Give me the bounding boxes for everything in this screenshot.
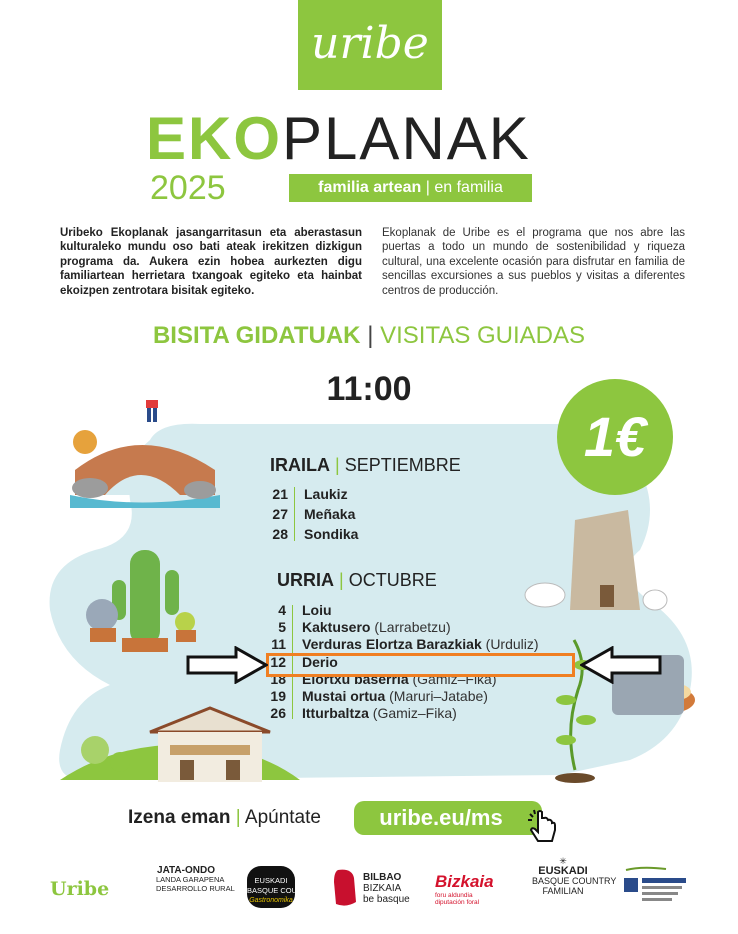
visit-row: [268, 688, 568, 705]
euskadi-star-icon: ✳: [559, 856, 567, 866]
month-es: OCTUBRE: [348, 570, 437, 590]
visit-name: [304, 524, 358, 544]
hiker-illustration: [146, 400, 158, 422]
month-heading-october: [277, 570, 437, 591]
register-sep: |: [235, 807, 241, 828]
month-eu: IRAILA: [270, 455, 330, 475]
visit-day: 27: [272, 506, 288, 522]
sponsor-euskadi-tag: FAMILIAN: [542, 886, 584, 896]
month-es: SEPTIEMBRE: [344, 455, 461, 475]
visit-location: (Gamiz–Fika): [372, 705, 457, 722]
visit-location: (Gamiz–Fika): [412, 670, 497, 687]
sponsor-jata-name: JATA-ONDO: [157, 865, 215, 876]
highlight-box: [266, 653, 575, 677]
section-heading: [0, 322, 738, 350]
visit-row: [270, 504, 490, 524]
visit-place: Laukiz: [304, 486, 348, 502]
title-planak: PLANAK: [282, 105, 531, 172]
bilbao-bizkaia-mark-icon: [332, 868, 358, 908]
visit-name: [302, 636, 539, 653]
family-banner: [289, 174, 532, 202]
sponsor-bilbao-line3: be basque: [363, 894, 410, 905]
visit-place: Elortxu baserria: [302, 670, 409, 687]
sponsor-gastro-tag: Gastronomika: [249, 897, 293, 904]
visit-row: [270, 524, 490, 544]
register-es: Apúntate: [244, 807, 321, 828]
section-eu: BISITA GIDATUAK: [152, 322, 361, 349]
section-sep: |: [367, 322, 374, 349]
section-es: VISITAS GUIADAS: [380, 322, 586, 349]
visit-place: Verduras Elortza Barazkiak: [302, 636, 482, 653]
year: 2025: [150, 169, 226, 207]
eu-funding-logo-icon: [622, 864, 690, 912]
visit-place: Itturbaltza: [302, 705, 369, 722]
month-eu: URRIA: [277, 570, 334, 590]
visit-day: 19: [270, 687, 286, 704]
sponsor-jata-line2: DESARROLLO RURAL: [156, 884, 235, 893]
family-sep: |: [425, 179, 430, 196]
visit-place: Derio: [302, 653, 338, 670]
visit-name: [302, 705, 457, 722]
sponsor-bilbao-line2: BIZKAIA: [363, 883, 402, 894]
intro-basque: Uribeko Ekoplanak jasangarritasun eta aberastasun kulturaleko mundu oso bati ateak irekitzen dizkigun programa da. Aukera ezin hobea aurkezten digu familiartean herrietara txangoak egiteko eta hainbat ekoizpen zentrotara bisitak egiteko.: [60, 227, 362, 297]
page-title: [146, 104, 531, 174]
sponsor-bilbao-bizkaia: [363, 872, 410, 905]
tree-left-2: [110, 752, 130, 772]
visit-day: 28: [272, 526, 288, 542]
visit-name: [302, 602, 332, 619]
visit-place: Kaktusero: [302, 619, 371, 636]
family-eu: familia artean: [318, 179, 422, 196]
sponsor-bizkaia: [435, 872, 494, 906]
visit-location: (Urduliz): [485, 636, 539, 653]
visit-place: Sondika: [304, 526, 359, 542]
visit-day: 11: [271, 636, 286, 653]
visit-location: (Maruri–Jatabe): [389, 687, 488, 704]
family-es: en familia: [434, 179, 503, 196]
sponsor-bizkaia-sub1: foru aldundia: [435, 892, 473, 899]
sponsor-bilbao-line1: BILBAO: [363, 872, 402, 883]
sponsor-euskadi-gastronomika: [247, 866, 318, 908]
visit-location: (Larrabetzu): [374, 619, 451, 636]
visit-day: 26: [270, 705, 286, 722]
visit-row: [268, 619, 568, 636]
visit-place: Meñaka: [304, 506, 356, 522]
sponsor-gastro-sub: BASQUE COUNTRY: [247, 886, 318, 895]
sponsor-jata-line1: LANDA GARAPENA: [156, 875, 225, 884]
visit-day: 5: [278, 619, 286, 636]
sponsor-euskadi-sub: BASQUE COUNTRY: [532, 876, 617, 886]
title-eko: EKO: [146, 105, 283, 172]
visit-time: 11:00: [326, 370, 412, 408]
month-sep: |: [335, 455, 340, 475]
visit-row: [268, 636, 568, 653]
visit-name: [304, 504, 355, 524]
registration-link[interactable]: uribe.eu/ms: [354, 801, 542, 835]
month-sep: |: [339, 570, 344, 590]
visit-day: 18: [270, 670, 286, 687]
stone-tower-illustration: [570, 510, 640, 610]
visit-day: 21: [272, 486, 288, 502]
tree-left: [81, 736, 109, 764]
arrow-left-icon: [580, 646, 662, 684]
visit-name: [302, 688, 488, 705]
sponsor-euskadi-basque-country: [532, 856, 617, 896]
uribe-logo-text: uribe: [311, 18, 429, 69]
visit-day: 4: [278, 602, 286, 618]
arrow-right-icon: [186, 646, 268, 684]
month-heading-september: [270, 455, 461, 476]
visit-day: 12: [270, 653, 286, 670]
visit-place: Mustai ortua: [302, 687, 386, 704]
sponsor-uribe: Uribe: [50, 878, 110, 900]
intro-spanish: Ekoplanak de Uribe es el programa que nos abre las puertas a todo un mundo de sostenibilidad y riqueza cultural, una excelente ocasión para disfrutar en familia de sencillas excursiones a sus pueblos y visitas a diferentes centros de producción.: [382, 227, 685, 297]
visit-name: [302, 619, 451, 636]
register-eu: Izena eman: [128, 807, 231, 828]
pointing-hand-icon: [524, 808, 562, 846]
visit-row: [268, 705, 568, 722]
visit-row: [270, 484, 490, 504]
visit-name: [304, 484, 348, 504]
price-badge: 1€: [557, 379, 673, 495]
visit-row: [268, 602, 568, 619]
visit-place: Loiu: [302, 602, 332, 618]
sponsor-gastro-name: EUSKADI: [254, 876, 288, 885]
visit-list-september: [270, 484, 490, 544]
sponsor-jata-ondo: [156, 865, 235, 893]
sponsor-bizkaia-sub2: diputación foral: [435, 899, 480, 906]
register-text: [128, 805, 321, 831]
sponsor-bizkaia-name: Bizkaia: [435, 872, 494, 891]
sponsor-euskadi-name: EUSKADI: [538, 865, 588, 877]
